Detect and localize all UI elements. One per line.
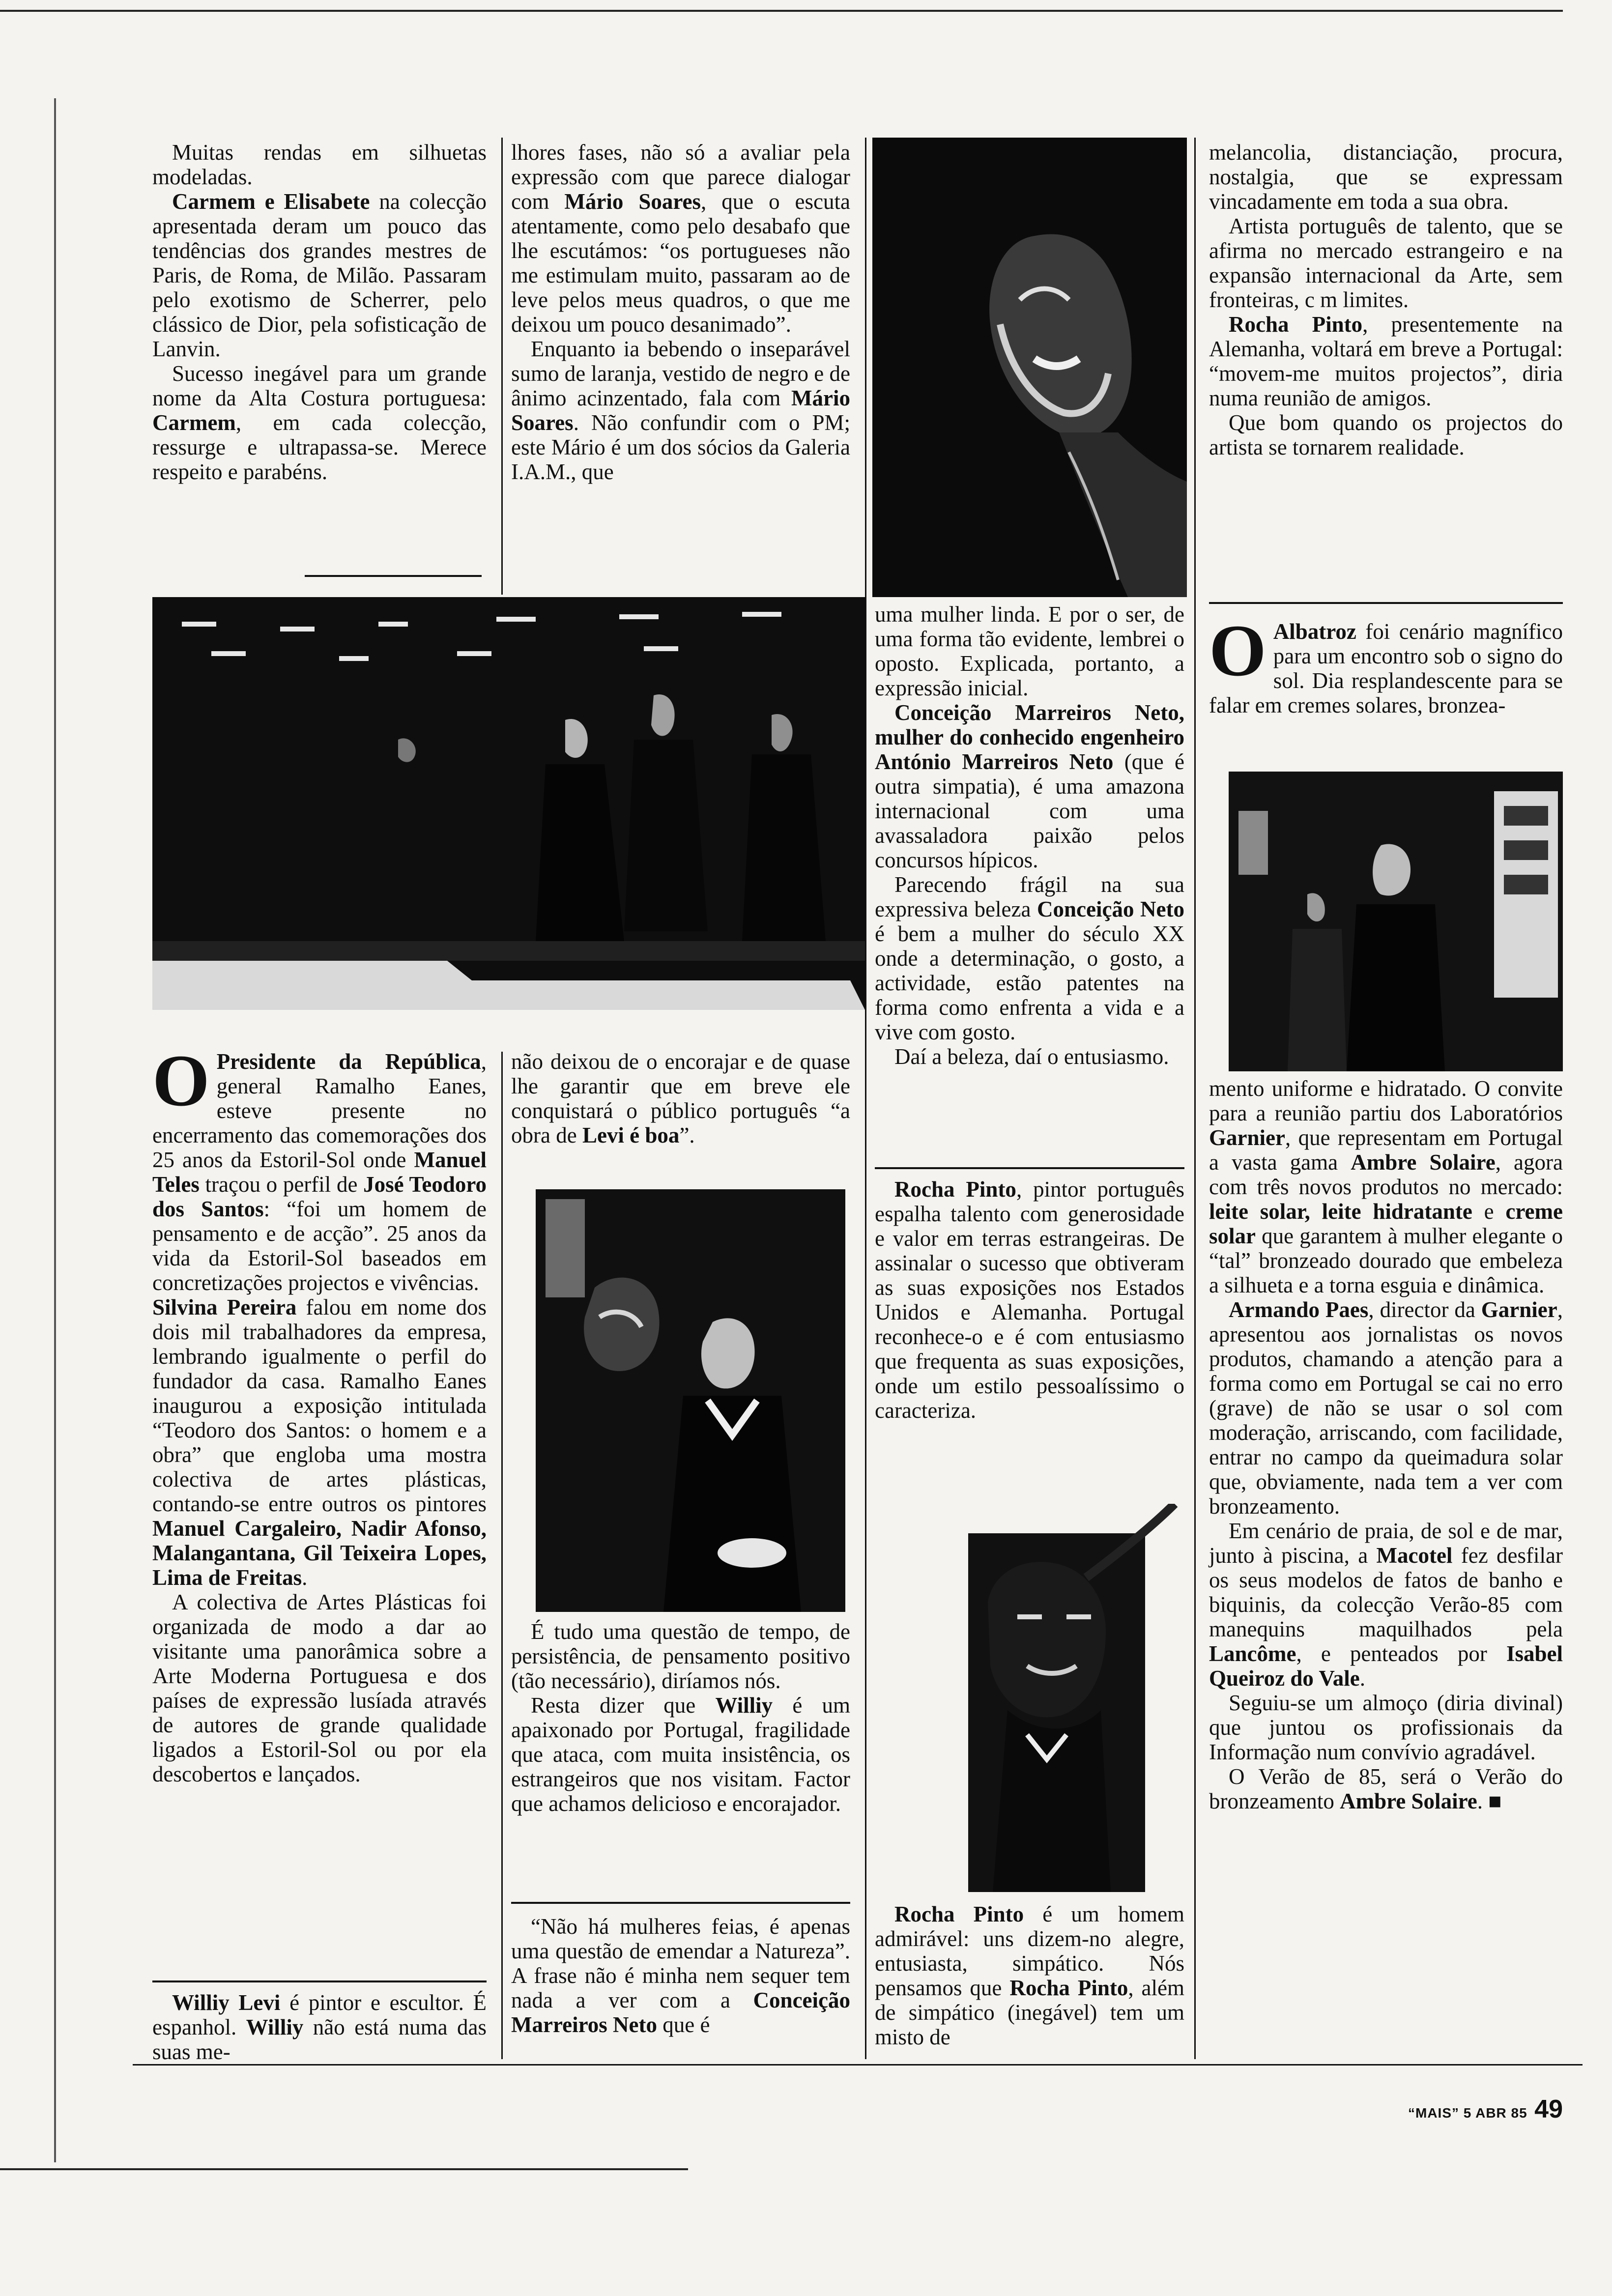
article-rocha-pinto-top bbox=[1209, 140, 1563, 459]
column-rule-4 bbox=[1194, 138, 1196, 2059]
article-willy-levi bbox=[152, 1990, 487, 2064]
bold-name: Manuel Cargaleiro, Nadir Afonso, Malangantana, Gil Teixeira Lopes, Lima de Freitas bbox=[152, 1516, 487, 1590]
paragraph bbox=[152, 189, 487, 361]
paragraph bbox=[875, 1902, 1184, 2049]
bold-name: Mário Soares bbox=[564, 189, 701, 214]
text: . Não confundir com o PM; este Mário é um dos sócios da Galeria I.A.M., que bbox=[511, 410, 850, 484]
paragraph bbox=[511, 337, 850, 484]
bold-name: Levi é boa bbox=[582, 1123, 680, 1148]
text: , apresentou aos jornalistas os novos produtos, chamando a atenção para a forma como em Portugal se cai no erro (grave) de não se usar o sol com moderação, arriscando, com facilidade, entrar no campo da queimadura solar que, obviamente, nada tem a ver com bronzeamento. bbox=[1209, 1297, 1563, 1519]
bold-name: Mário Soares bbox=[511, 386, 850, 435]
bold-name: Carmem bbox=[152, 410, 236, 435]
paragraph: Artista português de talento, que se afirma no mercado estrangeiro e na expansão internacional da Arte, sem fronteiras, c m limites. bbox=[1209, 214, 1563, 312]
section-rule bbox=[1209, 602, 1563, 604]
bold-name: Conceição Marreiros Neto bbox=[511, 1988, 850, 2037]
paragraph bbox=[152, 1295, 487, 1590]
article-conceicao bbox=[875, 602, 1184, 1069]
text: , e penteados por bbox=[1296, 1641, 1506, 1666]
portrait-illustration bbox=[880, 1504, 1184, 1892]
text: lhores fases, não só a avaliar pela expressão com que parece dialogar com bbox=[511, 140, 850, 214]
bold-name: José Teodoro dos Santos bbox=[152, 1172, 487, 1221]
bold-name: Conceição Marreiros Neto bbox=[894, 700, 1179, 725]
bold-name: Ambre Solaire bbox=[1340, 1789, 1477, 1813]
bold-name: Lancôme bbox=[1209, 1641, 1296, 1666]
bold-name: Isabel Queiroz do Vale bbox=[1209, 1641, 1563, 1691]
bold-name: Manuel Teles bbox=[152, 1148, 487, 1197]
text: e bbox=[1472, 1199, 1506, 1224]
text: , que o escuta atentamente, como pelo desabafo que lhe escutámos: “os portugueses não me estimulam muito, passaram ao de leve pelos meus quadros, o que me deixou um pouco desanimado”. bbox=[511, 189, 850, 337]
text: , agora com três novos produtos no mercado: bbox=[1209, 1150, 1563, 1199]
text: (que é outra simpatia), é uma amazona internacional com uma avassaladora paixão pelos concursos hípicos. bbox=[875, 749, 1184, 872]
article-presidente bbox=[152, 1040, 487, 1786]
bold-name: Williy bbox=[715, 1693, 773, 1718]
bottom-scan-line bbox=[0, 2168, 688, 2170]
text: não está numa das suas me- bbox=[152, 2015, 487, 2064]
bold-name: Ambre Solaire bbox=[1351, 1150, 1496, 1175]
text: Resta dizer que bbox=[531, 1693, 716, 1718]
paragraph: Seguiu-se um almoço (diria divinal) que juntou os profissionais da Informação num convívio agradável. bbox=[1209, 1691, 1563, 1764]
text: foi cenário magnífico para um encontro sob o signo do sol. Dia resplandescente para se falar em cremes solares, bronzea- bbox=[1209, 619, 1563, 718]
paragraph bbox=[875, 872, 1184, 1044]
photo-willy-levi bbox=[536, 1189, 845, 1612]
text: Sucesso inegável para um grande nome da Alta Costura portuguesa: bbox=[152, 361, 487, 410]
text: , director da bbox=[1368, 1297, 1481, 1322]
photo-conceicao-neto bbox=[872, 138, 1187, 597]
bold-name: Presidente da República bbox=[216, 1049, 481, 1074]
column-rule-3 bbox=[865, 138, 866, 2059]
paragraph: melancolia, distanciação, procura, nostalgia, que se expressam vincadamente em toda a sua obra. bbox=[1209, 140, 1563, 214]
bold-name: Conceição Neto bbox=[1037, 897, 1185, 921]
paragraph bbox=[152, 1040, 487, 1295]
text: Enquanto ia bebendo o inseparável sumo de laranja, vestido de negro e de ânimo acinzentado, fala com bbox=[511, 337, 850, 410]
article-albatroz bbox=[1209, 610, 1563, 718]
text: é um homem admirável: uns dizem-no alegre, entusiasta, simpático. Nós pensamos que bbox=[875, 1902, 1184, 2000]
paragraph bbox=[875, 1177, 1184, 1423]
text: Em cenário de praia, de sol e de mar, junto à piscina, a bbox=[1209, 1519, 1563, 1568]
text: , em cada colecção, ressurge e ultrapassa-se. Merece respeito e parabéns. bbox=[152, 410, 487, 484]
bold-name: creme solar bbox=[1209, 1199, 1563, 1248]
bold-name: Macotel bbox=[1376, 1543, 1453, 1568]
paragraph bbox=[1209, 1076, 1563, 1297]
bold-name: Armando Paes bbox=[1229, 1297, 1369, 1322]
text: traçou o perfil de bbox=[199, 1172, 364, 1197]
article-carmem bbox=[152, 140, 487, 484]
text: . bbox=[302, 1565, 308, 1590]
text: na colecção apresentada deram um pouco das tendências dos grandes mestres de Paris, de Roma, de Milão. Passaram pelo exotismo de Scherrer, pelo clássico de Dior, pela sofisticação de Lanvin. bbox=[152, 189, 487, 361]
text: é um apaixonado por Portugal, fragilidade que ataca, com muita insistência, os estrangeiros que nos visitam. Factor que achamos delicioso e encorajador. bbox=[511, 1693, 850, 1816]
paragraph: É tudo uma questão de tempo, de persistência, de pensamento positivo (tão necessário), diríamos nós. bbox=[511, 1619, 850, 1693]
article-willy-cont bbox=[511, 1049, 850, 1148]
paragraph bbox=[511, 1693, 850, 1816]
bold-name: Rocha Pinto bbox=[894, 1902, 1024, 1926]
paragraph: Muitas rendas em silhuetas modeladas. bbox=[152, 140, 487, 189]
text: é bem a mulher do século XX onde a determinação, o gosto, a actividade, estão patentes na forma como enfrenta a vida e a vive com gosto. bbox=[875, 921, 1184, 1044]
text: Parecendo frágil na sua expressiva beleza bbox=[875, 872, 1184, 921]
event-illustration bbox=[152, 597, 865, 1010]
bold-name: Silvina Pereira bbox=[152, 1295, 297, 1320]
paragraph bbox=[152, 1990, 487, 2064]
text: não deixou de o encorajar e de quase lhe garantir que em breve ele conquistará o público português “a obra de bbox=[511, 1049, 850, 1148]
bold-name: Williy bbox=[246, 2015, 304, 2039]
text: : “foi um homem de pensamento e de acção”. 25 anos da vida da Estoril-Sol baseados em concretizações projectos e vivências. bbox=[152, 1197, 487, 1295]
paragraph bbox=[1209, 1297, 1563, 1519]
photo-albatroz-event bbox=[1229, 772, 1563, 1071]
article-rocha-pinto-bottom bbox=[875, 1902, 1184, 2049]
text: , pintor português espalha talento com generosidade e valor em terras estrangeiras. De assinalar o sucesso que obtiveram as suas exposições nos Estados Unidos e Alemanha. Portugal reconhece-o e é com entusiasmo que frequenta as suas exposições, onde um estilo pessoalíssimo o caracteriza. bbox=[875, 1177, 1185, 1423]
paragraph: Daí a beleza, daí o entusiasmo. bbox=[894, 1044, 1169, 1069]
portrait-illustration bbox=[536, 1189, 845, 1612]
bold-name: Garnier bbox=[1209, 1125, 1285, 1150]
text: , mulher do conhecido engenheiro bbox=[875, 700, 1184, 749]
portrait-illustration bbox=[872, 138, 1187, 597]
paragraph bbox=[511, 1049, 850, 1148]
column-rule-2 bbox=[501, 1052, 503, 2059]
text: “Não há mulheres feias, é apenas uma questão de emendar a Natureza”. A frase não é minha nem sequer tem nada a ver com a bbox=[511, 1914, 850, 2012]
paragraph bbox=[1209, 1519, 1563, 1691]
text: , presentemente na Alemanha, voltará em breve a Portugal: “movem-me muitos projectos”, diria numa reunião de amigos. bbox=[1209, 312, 1563, 410]
photo-estoril-sol-event bbox=[152, 597, 865, 1010]
article-willy-cont-2 bbox=[511, 1619, 850, 1816]
bold-name: Rocha Pinto bbox=[894, 1177, 1016, 1202]
text: . bbox=[1359, 1666, 1365, 1691]
paragraph bbox=[511, 140, 850, 337]
dropcap: O bbox=[1209, 610, 1267, 691]
bold-name: António Marreiros Neto bbox=[875, 749, 1114, 774]
paragraph bbox=[1209, 610, 1563, 718]
article-nao-ha-mulheres-feias bbox=[511, 1914, 850, 2037]
dropcap: O bbox=[152, 1040, 210, 1121]
article-willy-cont-top bbox=[511, 140, 850, 484]
magazine-issue: “MAIS” 5 ABR 85 bbox=[1408, 2105, 1527, 2121]
text: , general Ramalho Eanes, esteve presente no encerramento das comemorações dos 25 anos da Estoril-Sol onde bbox=[152, 1049, 487, 1172]
article-garnier bbox=[1209, 1076, 1563, 1813]
paragraph bbox=[1209, 312, 1563, 410]
paragraph: uma mulher linda. E por o ser, de uma forma tão evidente, lembrei o oposto. Explicada, portanto, a expressão inicial. bbox=[875, 602, 1184, 700]
text: . ■ bbox=[1477, 1789, 1502, 1813]
paragraph bbox=[1209, 1764, 1563, 1813]
paragraph: A colectiva de Artes Plásticas foi organizada de modo a dar ao visitante uma panorâmica sobre a Arte Moderna Portuguesa e dos países de expressão lusíada através de autores de grande qualidade ligados a Estoril-Sol ou por ela descobertos e lançados. bbox=[152, 1590, 487, 1786]
text: é pintor e escultor. É espanhol. bbox=[152, 1990, 487, 2039]
bold-name: Rocha Pinto bbox=[1009, 1976, 1128, 2000]
photo-rocha-pinto bbox=[880, 1504, 1184, 1892]
event-illustration bbox=[1229, 772, 1563, 1071]
column-rule-1 bbox=[501, 138, 503, 595]
page-footer bbox=[1408, 2095, 1563, 2124]
section-rule bbox=[511, 1902, 850, 1904]
bold-name: Albatroz bbox=[1273, 619, 1356, 644]
left-margin-line bbox=[54, 98, 56, 2162]
paragraph bbox=[875, 700, 1184, 872]
bold-name: leite solar, leite hidratante bbox=[1209, 1199, 1472, 1224]
bold-name: Rocha Pinto bbox=[1229, 312, 1363, 337]
section-rule bbox=[875, 1167, 1184, 1169]
paragraph bbox=[152, 361, 487, 484]
text: , que representam em Portugal a vasta gama bbox=[1209, 1125, 1563, 1175]
bold-name: Carmem e Elisabete bbox=[172, 189, 370, 214]
text: que garantem à mulher elegante o “tal” bronzeado dourado que embeleza a silhueta e a torna esguia e dinâmica. bbox=[1209, 1224, 1563, 1297]
text: ”. bbox=[679, 1123, 695, 1148]
text: mento uniforme e hidratado. O convite para a reunião partiu dos Laboratórios bbox=[1209, 1076, 1563, 1125]
bold-name: Garnier bbox=[1481, 1297, 1557, 1322]
text: fez desfilar os seus modelos de fatos de banho e biquinis, da colecção Verão-85 com manequins maquilhados pela bbox=[1209, 1543, 1563, 1641]
paragraph: Que bom quando os projectos do artista se tornarem realidade. bbox=[1209, 410, 1563, 459]
text: falou em nome dos dois mil trabalhadores da empresa, lembrando igualmente o perfil do fundador da casa. Ramalho Eanes inaugurou a exposição intitulada “Teodoro dos Santos: o homem e a obra” que engloba uma mostra colectiva de artes plásticas, contando-se entre outros os pintores bbox=[152, 1295, 487, 1516]
text: , além de simpático (inegável) tem um misto de bbox=[875, 1976, 1185, 2049]
bold-name: Williy Levi bbox=[172, 1990, 281, 2015]
top-scan-line bbox=[0, 10, 1563, 12]
text: O Verão de 85, será o Verão do bronzeamento bbox=[1209, 1764, 1563, 1813]
bottom-rule bbox=[133, 2064, 1583, 2066]
paragraph bbox=[511, 1914, 850, 2037]
article-rocha-pinto bbox=[875, 1177, 1184, 1423]
text: que é bbox=[657, 2012, 710, 2037]
page-number: 49 bbox=[1534, 2095, 1563, 2124]
section-rule bbox=[305, 575, 482, 577]
section-rule bbox=[152, 1980, 487, 1982]
